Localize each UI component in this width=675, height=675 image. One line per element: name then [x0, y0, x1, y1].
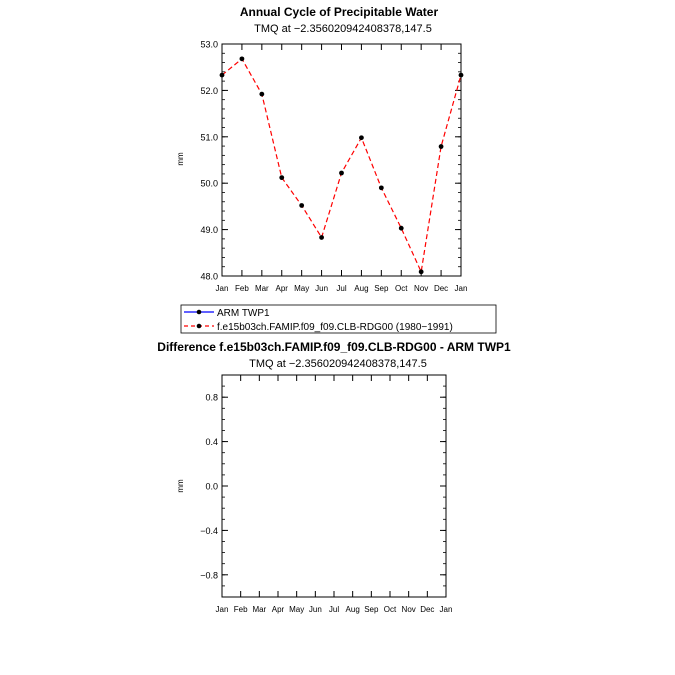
c2-xtick-label: Oct: [383, 605, 397, 614]
c1-ytick-label: 53.0: [200, 39, 218, 50]
c2-ytick-label: −0.8: [200, 570, 218, 581]
data-point: [279, 175, 284, 180]
data-point: [339, 171, 344, 176]
chart1-title: Annual Cycle of Precipitable Water: [239, 5, 439, 19]
chart2-y-tick-labels: [200, 393, 218, 581]
c1-xtick-label: Feb: [235, 284, 249, 293]
c2-xtick-label: Jan: [215, 605, 229, 614]
legend: [181, 305, 496, 333]
c2-xtick-label: Dec: [420, 605, 435, 614]
c2-xtick-label: Aug: [345, 605, 360, 614]
data-point: [319, 235, 324, 240]
data-point: [259, 92, 264, 97]
c1-ytick-label: 50.0: [200, 178, 218, 189]
data-point: [399, 226, 404, 231]
c1-xtick-label: Jul: [336, 284, 347, 293]
c1-xtick-label: Jun: [315, 284, 329, 293]
data-point: [240, 56, 245, 61]
c1-xtick-label: Nov: [414, 284, 429, 293]
c1-xtick-label: Dec: [433, 284, 449, 293]
c2-xtick-label: Jul: [328, 605, 340, 614]
c1-xtick-label: Aug: [354, 284, 369, 293]
c1-ytick-label: 51.0: [200, 132, 218, 143]
chart1-x-tick-labels: [216, 284, 468, 293]
legend-model-marker: [197, 324, 202, 329]
c2-ytick-label: 0.8: [205, 392, 218, 403]
c2-xtick-label: May: [289, 605, 305, 614]
data-point: [439, 144, 444, 149]
legend-model-label: f.e15b03ch.FAMIP.f09_f09.CLB-RDG00 (1980−1991): [217, 322, 453, 333]
c2-xtick-label: Jan: [439, 605, 453, 614]
chart2-ylabel: mm: [176, 479, 185, 493]
data-point: [359, 135, 364, 140]
chart2-x-tick-labels: [216, 605, 453, 614]
c1-ytick-label: 48.0: [200, 271, 218, 282]
c2-ytick-label: −0.4: [200, 525, 218, 536]
c1-ytick-label: 49.0: [200, 225, 218, 236]
series-line: [222, 59, 461, 272]
c2-xtick-label: Feb: [233, 605, 248, 614]
c2-xtick-label: Sep: [364, 605, 379, 614]
chart1-subtitle: TMQ at −2.356020942408378,147.5: [254, 23, 432, 35]
chart2-title: Difference f.e15b03ch.FAMIP.f09_f09.CLB-RDG00 - ARM TWP1: [157, 340, 511, 354]
chart1-series: [220, 56, 464, 274]
c1-xtick-label: Sep: [374, 284, 389, 293]
c2-xtick-label: Mar: [252, 605, 267, 614]
data-point: [419, 269, 424, 274]
legend-arm-label: ARM TWP1: [217, 308, 270, 319]
c2-xtick-label: Apr: [271, 605, 285, 614]
chart2-tick-marks: [222, 375, 446, 597]
c1-xtick-label: May: [294, 284, 310, 293]
chart1-tick-marks: [222, 44, 461, 276]
chart1-ylabel: mm: [176, 152, 185, 166]
data-point: [379, 185, 384, 190]
c2-xtick-label: Jun: [308, 605, 322, 614]
c1-xtick-label: Oct: [395, 284, 408, 293]
chart2-subtitle: TMQ at −2.356020942408378,147.5: [249, 358, 427, 370]
c1-ytick-label: 52.0: [200, 85, 218, 96]
c1-xtick-label: Apr: [275, 284, 288, 293]
c2-ytick-label: 0.0: [205, 481, 218, 492]
chart1-y-tick-labels: [200, 40, 218, 282]
legend-arm-marker: [197, 310, 202, 315]
chart-annual-cycle: [176, 5, 467, 293]
chart1-plot-frame: [222, 44, 461, 276]
data-point: [299, 203, 304, 208]
c1-xtick-label: Jan: [215, 284, 229, 293]
chart-difference: [157, 340, 511, 614]
c1-xtick-label: Mar: [254, 284, 269, 293]
c1-xtick-label: Jan: [454, 284, 468, 293]
chart2-plot-frame: [222, 375, 446, 597]
c2-xtick-label: Nov: [401, 605, 416, 614]
c2-ytick-label: 0.4: [205, 437, 218, 448]
